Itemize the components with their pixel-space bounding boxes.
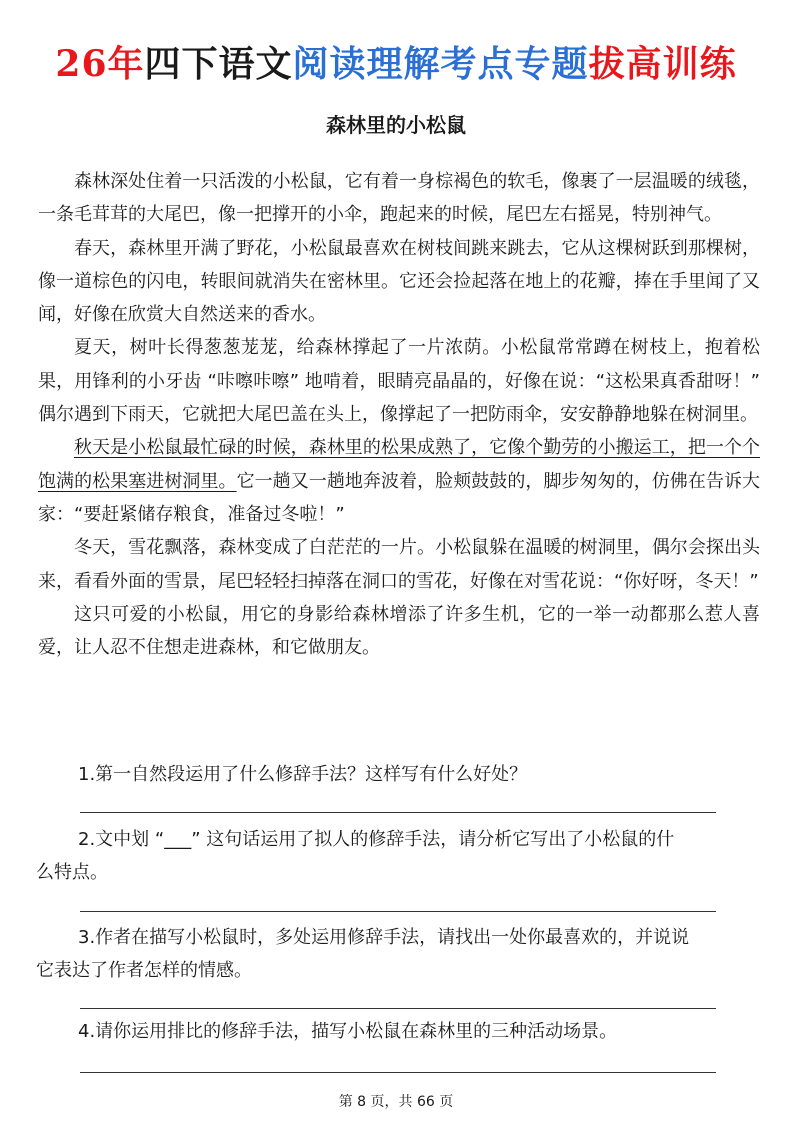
passage-title: 森林里的小松鼠 (326, 113, 466, 137)
page-footer: 第 8 页，共 66 页 (338, 1094, 454, 1110)
underlined-sentence: 秋天是小松鼠最忙碌的时候，森林里的松果成熟了，它像个勤劳的小搬运工，把一个个饱满的松果塞进树洞里。 (38, 437, 760, 492)
answer-line-2[interactable] (80, 911, 716, 912)
paragraph-1: 森林深处住着一只活泼的小松鼠，它有着一身棕褐色的软毛，像裹了一层温暖的绒毯，一条毛茸茸的大尾巴，像一把撑开的小伞，跑起来的时候，尾巴左右摇晃，特别神气。 (38, 171, 760, 226)
paragraph-6: 这只可爱的小松鼠，用它的身影给森林增添了许多生机，它的一举一动都那么惹人喜爱，让人忍不住想走进森林，和它做朋友。 (38, 603, 760, 659)
paragraph-4-rest: 它一趟又一趟地奔波着，脸颊鼓鼓的，脚步匆匆的，仿佛在告诉大家：“要赶紧储存粮食，准备过冬啦！” (38, 470, 761, 525)
header-part-year: 26年 (55, 43, 145, 85)
question-2-text-line2: 么特点。 (36, 862, 108, 883)
question-3-text-line1: 3.作者在描写小松鼠时，多处运用修辞手法，请找出一处你最喜欢的，并说说 (78, 927, 690, 948)
question-2-text-line1: 2.文中划 “___” 这句话运用了拟人的修辞手法，请分析它写出了小松鼠的什 (78, 829, 675, 850)
header-part-topic: 阅读理解考点专题 (292, 43, 589, 85)
question-1 (78, 758, 764, 791)
paragraph-3: 夏天，树叶长得葱葱茏茏，给森林撑起了一片浓荫。小松鼠常常蹲在树枝上，抱着松果，用锋利的小牙齿 “咔嚓咔嚓” 地啃着，眼睛亮晶晶的，好像在说：“这松果真香甜呀！” 偶尔遇到下雨天，它就把大尾巴盖在头上，像撑起了一把防雨伞，安安静静地躲在树洞里。 (38, 337, 760, 426)
question-3 (36, 921, 764, 987)
question-1-text: 1.第一自然段运用了什么修辞手法？这样写有什么好处？ (78, 764, 528, 785)
answer-line-1[interactable] (80, 812, 716, 813)
question-4 (78, 1015, 764, 1048)
paragraph-4 (38, 431, 760, 531)
answer-line-3[interactable] (80, 1008, 716, 1009)
question-3-text-line2: 它表达了作者怎样的情感。 (36, 960, 252, 981)
paragraph-5: 冬天，雪花飘落，森林变成了白茫茫的一片。小松鼠躲在温暖的树洞里，偶尔会探出头来，看看外面的雪景，尾巴轻轻扫掉落在洞口的雪花，好像在对雪花说：“你好呀，冬天！” (38, 537, 760, 592)
paragraph-2: 春天，森林里开满了野花，小松鼠最喜欢在树枝间跳来跳去，它从这棵树跃到那棵树，像一道棕色的闪电，转眼间就消失在密林里。它还会捡起落在地上的花瓣，捧在手里闻了又闻，好像在欣赏大自然送来的香水。 (38, 237, 760, 326)
header-part-training: 拔高训练 (588, 43, 737, 85)
question-4-text: 4.请你运用排比的修辞手法，描写小松鼠在森林里的三种活动场景。 (78, 1021, 618, 1042)
question-2 (36, 823, 764, 889)
passage-body (38, 165, 760, 664)
header-part-grade: 四下语文 (144, 43, 293, 85)
answer-line-4[interactable] (80, 1072, 716, 1073)
page-header (0, 40, 792, 88)
